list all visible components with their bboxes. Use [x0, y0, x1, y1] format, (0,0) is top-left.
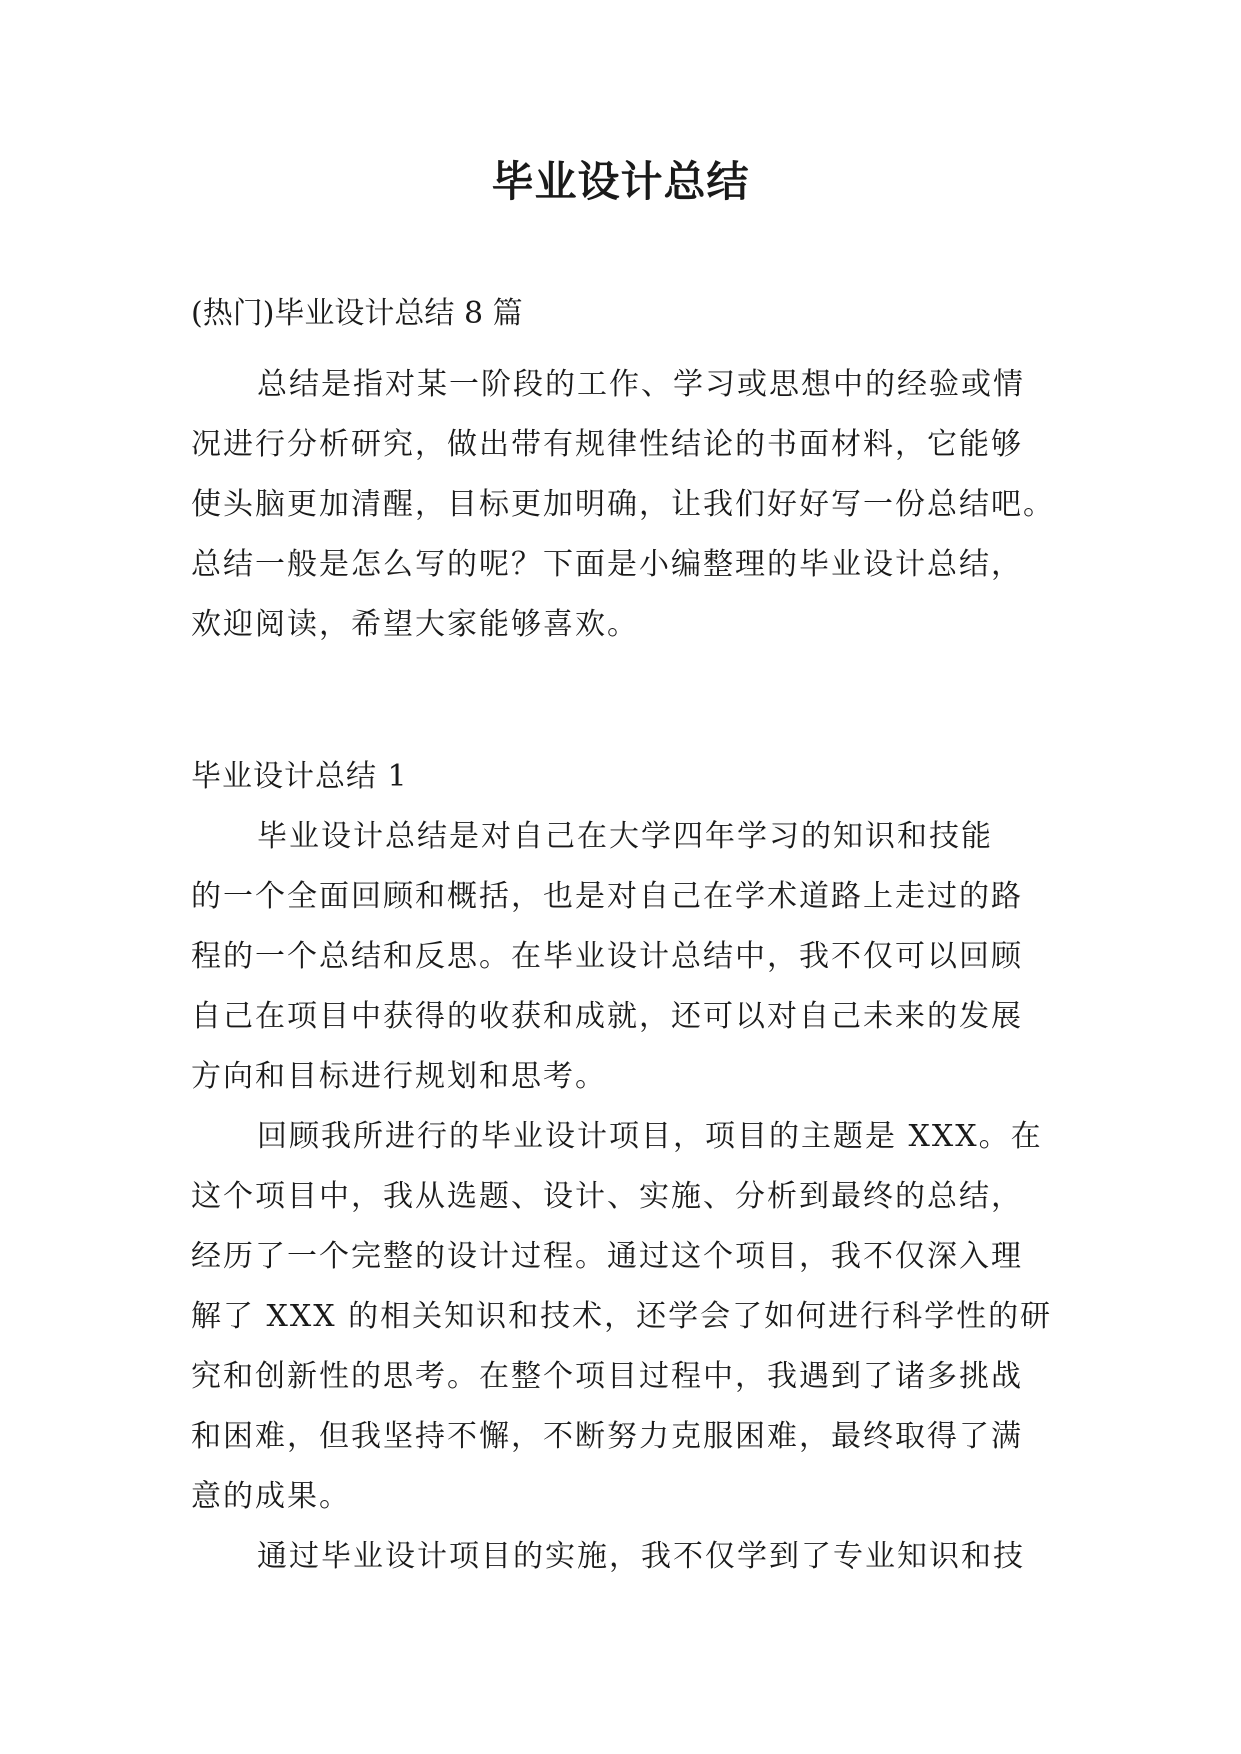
paragraph-line: 意的成果。	[191, 1479, 351, 1514]
paragraph-line: 经历了一个完整的设计过程。通过这个项目，我不仅深入理	[191, 1239, 1023, 1274]
paragraph-line: 毕业设计总结是对自己在大学四年学习的知识和技能	[257, 819, 993, 854]
intro-line: 总结一般是怎么写的呢？下面是小编整理的毕业设计总结，	[191, 547, 1023, 582]
paragraph-line: 和困难，但我坚持不懈，不断努力克服困难，最终取得了满	[191, 1419, 1023, 1454]
section1-paragraph-1	[191, 807, 1063, 1107]
paragraph-line: 自己在项目中获得的收获和成就，还可以对自己未来的发展	[191, 999, 1023, 1034]
section-heading: 毕业设计总结 1	[191, 759, 408, 794]
paragraph-line: 解了 XXX 的相关知识和技术，还学会了如何进行科学性的研	[191, 1299, 1053, 1334]
intro-line: 欢迎阅读，希望大家能够喜欢。	[191, 607, 639, 642]
paragraph-line: 这个项目中，我从选题、设计、实施、分析到最终的总结，	[191, 1179, 1023, 1214]
section1-paragraph-2	[191, 1107, 1063, 1527]
paragraph-line: 回顾我所进行的毕业设计项目，项目的主题是 XXX。在	[257, 1119, 1043, 1154]
intro-paragraph	[191, 355, 1063, 655]
intro-line: 况进行分析研究，做出带有规律性结论的书面材料，它能够	[191, 427, 1023, 462]
section1-paragraph-3	[191, 1527, 1063, 1587]
intro-line: 总结是指对某一阶段的工作、学习或思想中的经验或情	[257, 367, 1025, 402]
paragraph-line: 通过毕业设计项目的实施，我不仅学到了专业知识和技	[257, 1539, 1025, 1574]
document-subtitle: (热门)毕业设计总结 8 篇	[191, 296, 523, 331]
intro-line: 使头脑更加清醒，目标更加明确，让我们好好写一份总结吧。	[191, 487, 1055, 522]
paragraph-line: 程的一个总结和反思。在毕业设计总结中，我不仅可以回顾	[191, 939, 1023, 974]
document-title: 毕业设计总结	[491, 157, 750, 206]
paragraph-line: 的一个全面回顾和概括，也是对自己在学术道路上走过的路	[191, 879, 1023, 914]
paragraph-line: 究和创新性的思考。在整个项目过程中，我遇到了诸多挑战	[191, 1359, 1023, 1394]
paragraph-line: 方向和目标进行规划和思考。	[191, 1059, 607, 1094]
